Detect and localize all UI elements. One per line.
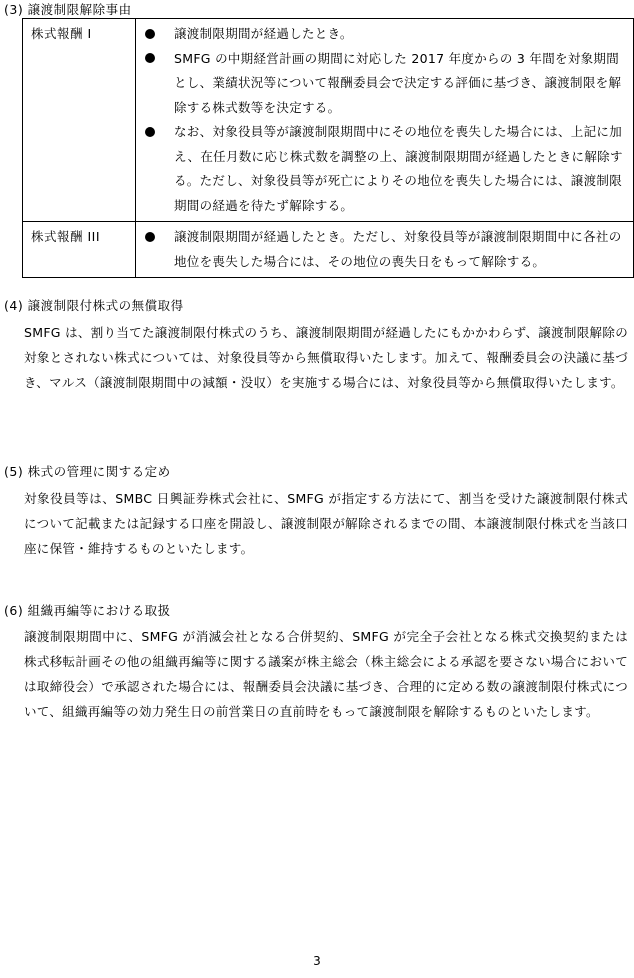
row-label: 株式報酬 III [23, 222, 136, 278]
release-conditions-table [22, 18, 634, 278]
list-item [136, 120, 627, 218]
bullet-icon [145, 232, 155, 242]
bullet-icon [145, 53, 155, 63]
section-3-heading: (3) 譲渡制限解除事由 [4, 2, 132, 17]
list-item [136, 22, 627, 47]
table-row [23, 19, 634, 222]
section-5-body: 対象役員等は、SMBC 日興証券株式会社に、SMFG が指定する方法にて、割当を受けた譲渡制限付株式について記載または記録する口座を開設し、譲渡制限が解除されるまでの間、本譲渡制限付株式を当該口座に保管・維持するものといたします。 [24, 491, 628, 556]
bullet-text: SMFG の中期経営計画の期間に対応した 2017 年度からの 3 年間を対象期間とし、業績状況等について報酬委員会で決定する評価に基づき、譲渡制限を解除する株式数等を決定する。 [174, 50, 622, 115]
bullet-icon [145, 127, 155, 137]
row-content [136, 19, 634, 222]
section-6-heading: (6) 組織再編等における取扱 [4, 603, 171, 618]
section-5-heading: (5) 株式の管理に関する定め [4, 464, 171, 479]
bullet-list [136, 19, 633, 221]
table-row [23, 222, 634, 278]
section-6-body: 譲渡制限期間中に、SMFG が消滅会社となる合併契約、SMFG が完全子会社となる株式交換契約または株式移転計画その他の組織再編等に関する議案が株主総会（株主総会による承認を要さない場合においては取締役会）で承認された場合には、報酬委員会決議に基づき、合理的に定める数の譲渡制限付株式について、組織再編等の効力発生日の前営業日の直前時をもって譲渡制限を解除するものといたします。 [24, 629, 628, 719]
bullet-text: 譲渡制限期間が経過したとき。 [174, 26, 353, 41]
list-item [136, 225, 627, 274]
bullet-text: 譲渡制限期間が経過したとき。ただし、対象役員等が譲渡制限期間中に各社の地位を喪失した場合には、その地位の喪失日をもって解除する。 [174, 229, 622, 269]
list-item [136, 47, 627, 121]
section-4-heading: (4) 譲渡制限付株式の無償取得 [4, 298, 184, 313]
row-content [136, 222, 634, 278]
row-label: 株式報酬 I [23, 19, 136, 222]
page-number: 3 [313, 954, 321, 968]
bullet-list [136, 222, 633, 277]
bullet-icon [145, 29, 155, 39]
bullet-text: なお、対象役員等が譲渡制限期間中にその地位を喪失した場合には、上記に加え、在任月数に応じ株式数を調整の上、譲渡制限期間が経過したときに解除する。ただし、対象役員等が死亡によりその地位を喪失した場合には、譲渡制限期間の経過を待たず解除する。 [174, 124, 623, 213]
section-4-body: SMFG は、割り当てた譲渡制限付株式のうち、譲渡制限期間が経過したにもかかわらず、譲渡制限解除の対象とされない株式については、対象役員等から無償取得いたします。加えて、報酬委員会の決議に基づき、マルス（譲渡制限期間中の減額・没収）を実施する場合には、対象役員等から無償取得いたします。 [24, 325, 628, 390]
